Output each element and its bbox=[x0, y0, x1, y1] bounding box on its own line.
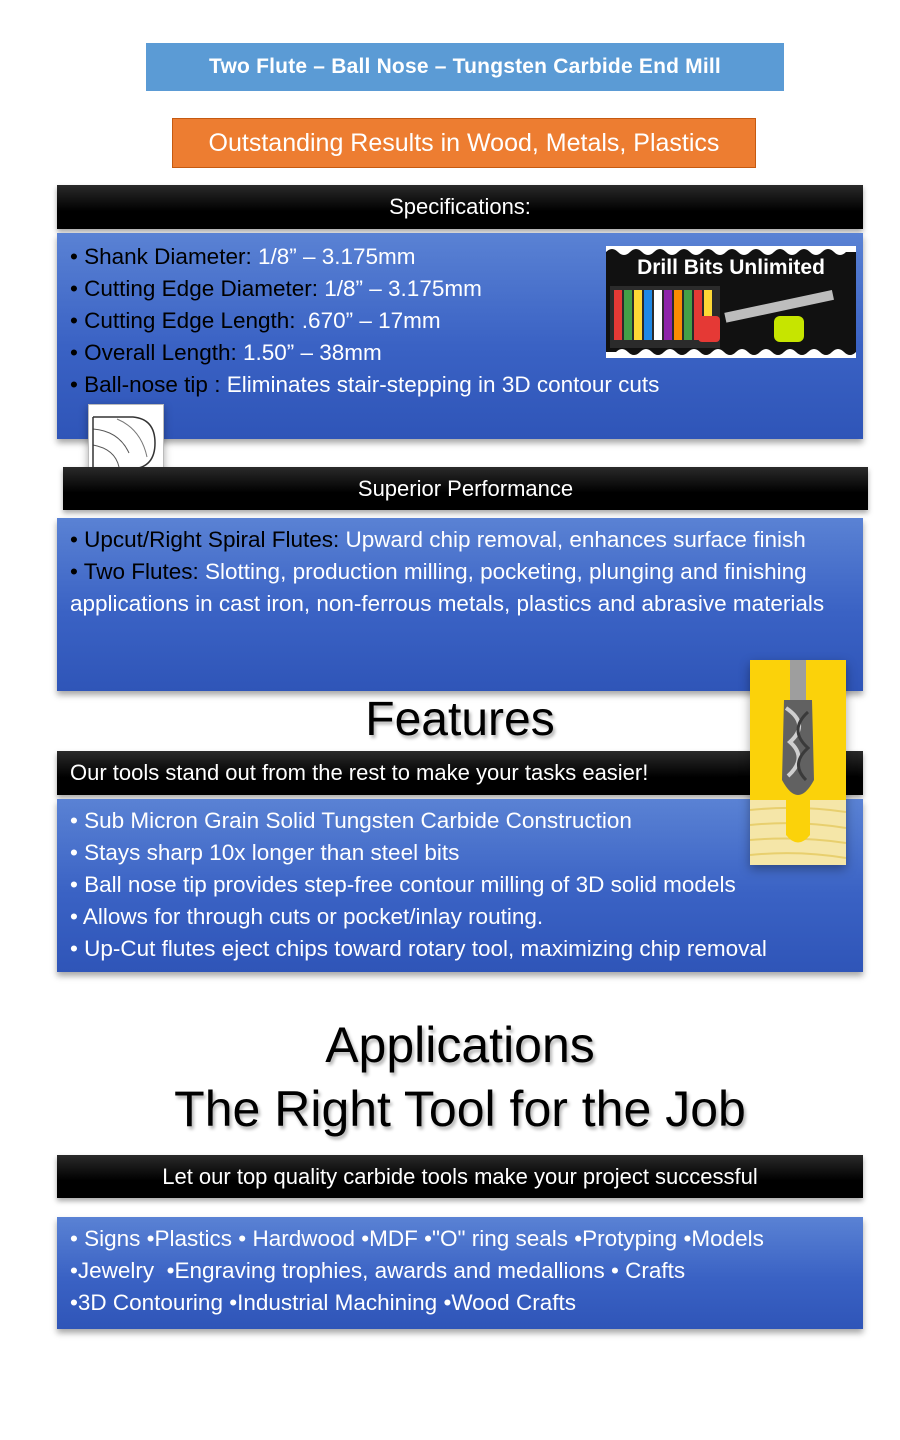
page-title: Two Flute – Ball Nose – Tungsten Carbide End Mill bbox=[209, 55, 721, 78]
applications-bar bbox=[57, 1155, 863, 1198]
spec-item: • Ball-nose tip : Eliminates stair-stepping in 3D contour cuts bbox=[70, 372, 660, 397]
features-bar-label: Our tools stand out from the rest to make your tasks easier! bbox=[70, 760, 649, 785]
spec-item: • Overall Length: 1.50” – 38mm bbox=[70, 340, 382, 365]
specifications-header bbox=[57, 185, 863, 229]
applications-line: •3D Contouring •Industrial Machining •Wood Crafts bbox=[70, 1290, 576, 1315]
specifications-header-label: Specifications: bbox=[389, 194, 531, 219]
title-banner bbox=[146, 43, 784, 91]
spec-item: • Cutting Edge Length: .670” – 17mm bbox=[70, 308, 441, 333]
features-box bbox=[57, 799, 863, 972]
subtitle-banner bbox=[172, 118, 756, 168]
end-mill-photo bbox=[750, 660, 846, 865]
performance-item: • Two Flutes: Slotting, production milling, pocketing, plunging and finishing applications in cast iron, non-ferrous metals, plastics and abrasive materials bbox=[70, 559, 825, 616]
performance-header-label: Superior Performance bbox=[357, 475, 574, 501]
applications-heading bbox=[57, 1013, 863, 1141]
features-bar bbox=[57, 751, 863, 795]
drill-bits-logo bbox=[606, 246, 856, 358]
feature-item: • Ball nose tip provides step-free contour milling of 3D solid models bbox=[70, 872, 736, 897]
performance-header bbox=[63, 467, 868, 510]
features-heading: Features bbox=[365, 693, 555, 746]
applications-line: • Signs •Plastics • Hardwood •MDF •"O" ring seals •Protyping •Models bbox=[70, 1226, 764, 1251]
spec-item: • Cutting Edge Diameter: 1/8” – 3.175mm bbox=[70, 276, 482, 301]
feature-item: • Stays sharp 10x longer than steel bits bbox=[70, 840, 460, 865]
applications-heading-line1: Applications bbox=[325, 1017, 595, 1073]
applications-line: •Jewelry •Engraving trophies, awards and medallions • Crafts bbox=[70, 1258, 686, 1283]
feature-item: • Sub Micron Grain Solid Tungsten Carbide Construction bbox=[70, 808, 632, 833]
applications-box bbox=[57, 1217, 863, 1329]
applications-bar-label: Let our top quality carbide tools make your project successful bbox=[162, 1163, 758, 1189]
spec-item: • Shank Diameter: 1/8” – 3.175mm bbox=[70, 244, 416, 269]
applications-heading-line2: The Right Tool for the Job bbox=[174, 1081, 746, 1137]
end-mill-icon bbox=[750, 660, 846, 865]
feature-item: • Allows for through cuts or pocket/inlay routing. bbox=[70, 904, 544, 929]
feature-item: • Up-Cut flutes eject chips toward rotary tool, maximizing chip removal bbox=[70, 936, 767, 961]
performance-item: • Upcut/Right Spiral Flutes: Upward chip removal, enhances surface finish bbox=[70, 527, 806, 552]
page-subtitle: Outstanding Results in Wood, Metals, Plastics bbox=[208, 128, 720, 157]
performance-box bbox=[57, 518, 863, 691]
logo-text: Drill Bits Unlimited bbox=[637, 256, 825, 279]
